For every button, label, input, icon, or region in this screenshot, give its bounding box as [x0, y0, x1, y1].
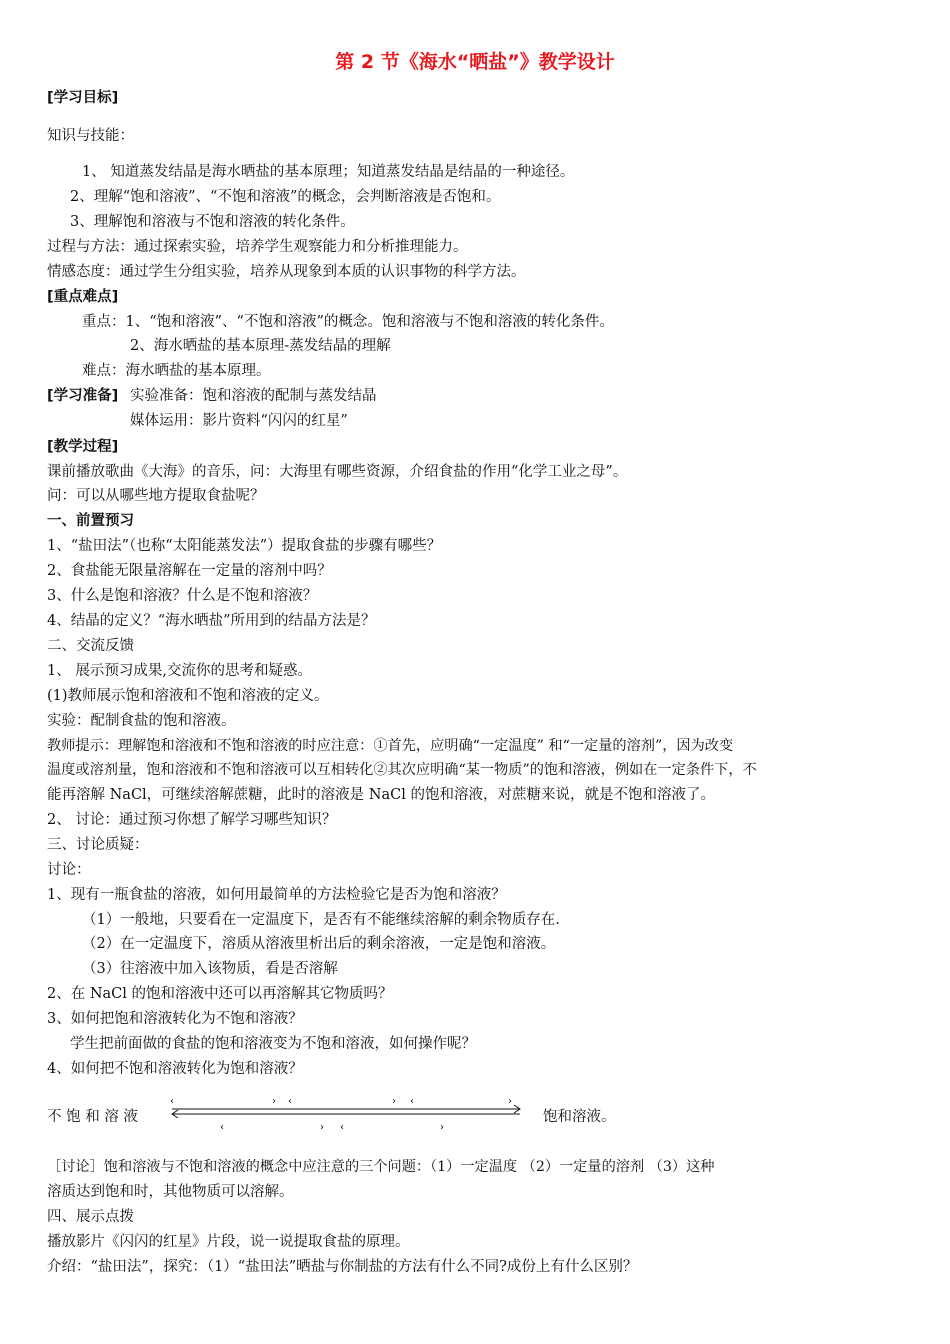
text-line: 1、现有一瓶食盐的溶液，如何用最简单的方法检验它是否为饱和溶液？ [47, 887, 506, 903]
text-line: 2、食盐能无限量溶解在一定量的溶剂中吗？ [47, 563, 332, 579]
text-line: 教师提示：理解饱和溶液和不饱和溶液的时应注意：①首先，应明确“一定温度” 和“一定量的溶剂”，因为改变 [47, 738, 734, 754]
text-line: 重点：1、“饱和溶液”、“不饱和溶液”的概念。饱和溶液与不饱和溶液的转化条件。 [82, 314, 614, 330]
text-line: 3、什么是饱和溶液？什么是不饱和溶液？ [47, 588, 318, 604]
section-heading-preparation: [学习准备] [47, 388, 119, 404]
text-line: 3、理解饱和溶液与不饱和溶液的转化条件。 [70, 214, 355, 230]
conversion-arrows-diagram [160, 1098, 530, 1138]
text-line: 实验准备：饱和溶液的配制与蒸发结晶 [130, 388, 377, 404]
text-line: 1、“盐田法”（也称“太阳能蒸发法”）提取食盐的步骤有哪些？ [47, 538, 442, 554]
text-line: 问：可以从哪些地方提取食盐呢？ [47, 488, 265, 504]
text-line: 难点：海水晒盐的基本原理。 [82, 363, 271, 379]
svg-text:‹: ‹ [220, 1122, 224, 1133]
text-line: 学生把前面做的食盐的饱和溶液变为不饱和溶液，如何操作呢？ [70, 1036, 476, 1052]
svg-text:‹: ‹ [288, 1098, 292, 1107]
text-line: 2、在 NaCl 的饱和溶液中还可以再溶解其它物质吗？ [47, 986, 393, 1002]
svg-text:›: › [272, 1098, 276, 1107]
text-line: 实验：配制食盐的饱和溶液。 [47, 713, 236, 729]
text-line: 媒体运用：影片资料“闪闪的红星” [130, 413, 348, 429]
page-title: 第 2 节《海水“晒盐”》教学设计 [335, 51, 615, 73]
svg-text:›: › [392, 1098, 396, 1107]
text-line: 能再溶解 NaCl，可继续溶解蔗糖，此时的溶液是 NaCl 的饱和溶液，对蔗糖来说，就是不饱和溶液了。 [47, 787, 715, 803]
text-line: 温度或溶剂量，饱和溶液和不饱和溶液可以互相转化②其次应明确“某一物质”的饱和溶液，例如在一定条件下，不 [47, 762, 757, 778]
svg-text:‹: ‹ [410, 1098, 414, 1107]
saturated-label: 饱和溶液。 [543, 1109, 616, 1125]
text-line: 过程与方法：通过探索实验，培养学生观察能力和分析推理能力。 [47, 239, 468, 255]
text-line: （1）一般地，只要看在一定温度下，是否有不能继续溶解的剩余物质存在. [82, 912, 560, 928]
unsaturated-label: 不 饱 和 溶 液 [47, 1109, 138, 1125]
text-line: 1、 知道蒸发结晶是海水晒盐的基本原理；知道蒸发结晶是结晶的一种途径。 [82, 164, 575, 180]
section-heading-preview: 一、前置预习 [47, 513, 134, 529]
text-line: 4、如何把不饱和溶液转化为饱和溶液？ [47, 1061, 303, 1077]
text-line: 2、海水晒盐的基本原理-蒸发结晶的理解 [130, 338, 391, 354]
text-line: 介绍：“盐田法”，探究：（1）“盐田法”晒盐与你制盐的方法有什么不同?成份上有什么区别？ [47, 1259, 638, 1275]
section-heading-feedback: 二、交流反馈 [47, 638, 134, 654]
text-line: 讨论： [47, 862, 91, 878]
section-heading-teaching-process: [教学过程] [47, 439, 119, 455]
text-line: 3、如何把饱和溶液转化为不饱和溶液？ [47, 1011, 303, 1027]
text-line: 课前播放歌曲《大海》的音乐，问：大海里有哪些资源，介绍食盐的作用“化学工业之母”。 [47, 464, 628, 480]
svg-text:›: › [508, 1098, 512, 1107]
svg-text:›: › [320, 1122, 324, 1133]
svg-text:‹: ‹ [170, 1098, 174, 1107]
text-line: ［讨论］饱和溶液与不饱和溶液的概念中应注意的三个问题：（1）一定温度 （2）一定量的溶剂 （3）这种 [47, 1159, 715, 1175]
text-line: 知识与技能： [47, 128, 134, 144]
text-line: （3）往溶液中加入该物质，看是否溶解 [82, 961, 338, 977]
section-heading-guidance: 四、展示点拨 [47, 1209, 134, 1225]
section-heading-learning-goals: [学习目标] [47, 90, 119, 106]
text-line: 4、结晶的定义？“海水晒盐”所用到的结晶方法是？ [47, 613, 376, 629]
text-line: 2、理解“饱和溶液”、“不饱和溶液”的概念，会判断溶液是否饱和。 [70, 189, 501, 205]
text-line: 播放影片《闪闪的红星》片段，说一说提取食盐的原理。 [47, 1234, 410, 1250]
text-line: (1)教师展示饱和溶液和不饱和溶液的定义。 [47, 688, 329, 704]
text-line: （2）在一定温度下，溶质从溶液里析出后的剩余溶液，一定是饱和溶液。 [82, 936, 556, 952]
text-line: 溶质达到饱和时，其他物质可以溶解。 [47, 1184, 294, 1200]
section-heading-key-points: [重点难点] [47, 289, 119, 305]
text-line: 情感态度：通过学生分组实验，培养从现象到本质的认识事物的科学方法。 [47, 264, 526, 280]
svg-text:‹: ‹ [340, 1122, 344, 1133]
text-line: 2、 讨论：通过预习你想了解学习哪些知识？ [47, 812, 337, 828]
section-heading-discussion: 三、讨论质疑： [47, 837, 149, 853]
text-line: 1、 展示预习成果,交流你的思考和疑惑。 [47, 663, 312, 679]
svg-text:›: › [440, 1122, 444, 1133]
